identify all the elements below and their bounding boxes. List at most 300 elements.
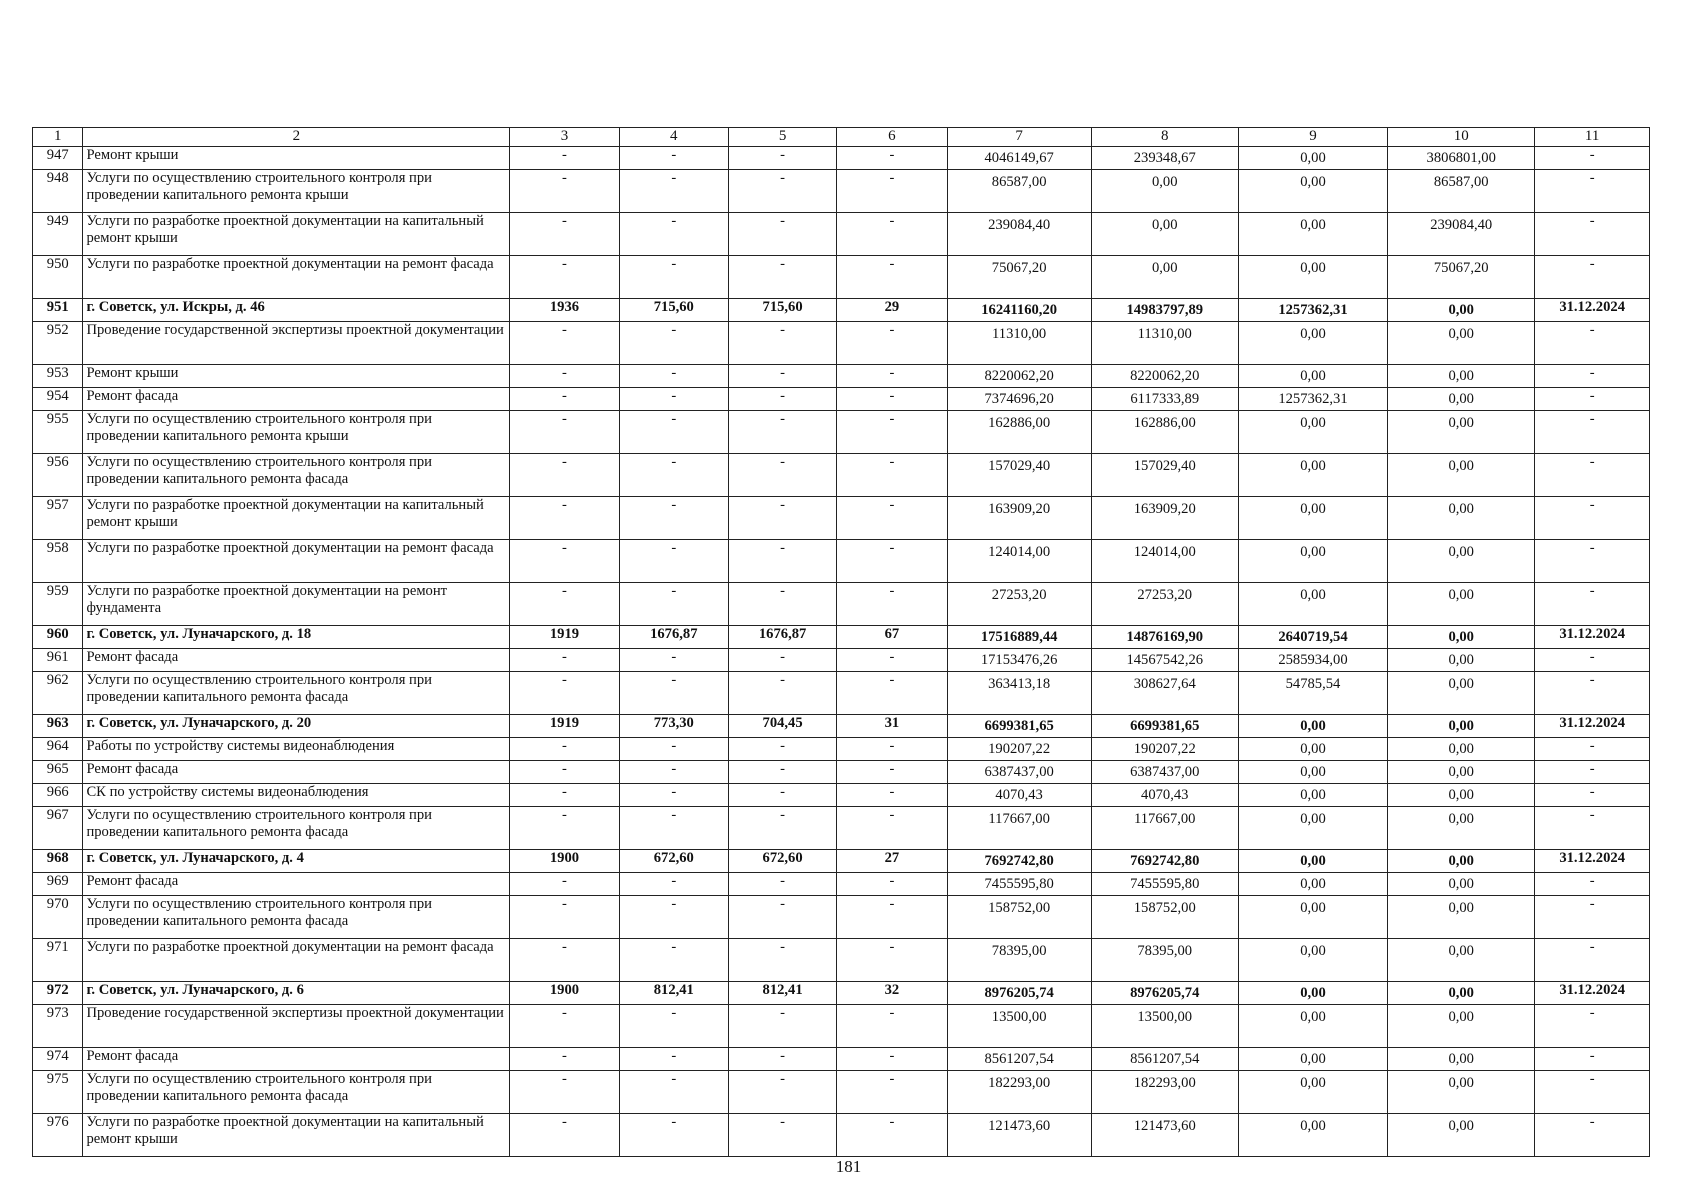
deadline-cell: - [1535,1005,1650,1048]
row-number-cell: 974 [33,1048,83,1071]
deadline-cell: - [1535,1048,1650,1071]
residents-cell: - [837,540,947,583]
cost-total-cell: 157029,40 [947,454,1091,497]
cost-fund-cell: 190207,22 [1091,738,1238,761]
area-living-cell: - [728,411,836,454]
deadline-cell: - [1535,896,1650,939]
cost-other-cell: 0,00 [1388,411,1535,454]
cost-owners-cell: 1257362,31 [1238,299,1387,322]
header-cell: 10 [1388,128,1535,147]
column-number-header-row [33,128,1650,147]
year-cell: - [510,672,619,715]
work-item-row [33,1114,1650,1157]
cost-fund-cell: 4070,43 [1091,784,1238,807]
cost-total-cell: 75067,20 [947,256,1091,299]
area-total-cell: - [619,388,728,411]
work-item-row [33,497,1650,540]
cost-fund-cell: 8976205,74 [1091,982,1238,1005]
area-total-cell: 773,30 [619,715,728,738]
cost-owners-cell: 0,00 [1238,454,1387,497]
row-number-cell: 958 [33,540,83,583]
area-living-cell: - [728,649,836,672]
area-living-cell: - [728,784,836,807]
row-number-cell: 949 [33,213,83,256]
cost-total-cell: 78395,00 [947,939,1091,982]
deadline-cell: - [1535,784,1650,807]
row-number-cell: 950 [33,256,83,299]
work-item-row [33,388,1650,411]
work-item-row [33,672,1650,715]
year-cell: - [510,1071,619,1114]
residents-cell: - [837,322,947,365]
cost-other-cell: 86587,00 [1388,170,1535,213]
area-living-cell: - [728,761,836,784]
year-cell: - [510,649,619,672]
cost-total-cell: 162886,00 [947,411,1091,454]
description-cell: г. Советск, ул. Луначарского, д. 6 [83,982,510,1005]
cost-total-cell: 117667,00 [947,807,1091,850]
year-cell: - [510,256,619,299]
area-total-cell: - [619,540,728,583]
area-living-cell: - [728,1048,836,1071]
area-living-cell: 704,45 [728,715,836,738]
cost-other-cell: 0,00 [1388,454,1535,497]
area-total-cell: - [619,365,728,388]
year-cell: - [510,1114,619,1157]
cost-owners-cell: 0,00 [1238,213,1387,256]
deadline-cell: - [1535,583,1650,626]
area-living-cell: 715,60 [728,299,836,322]
area-living-cell: - [728,1005,836,1048]
description-cell: Проведение государственной экспертизы проектной документации [83,322,510,365]
description-cell: Услуги по разработке проектной документации на ремонт фасада [83,256,510,299]
description-cell: г. Советск, ул. Луначарского, д. 18 [83,626,510,649]
residents-cell: 27 [837,850,947,873]
residents-cell: - [837,256,947,299]
cost-owners-cell: 0,00 [1238,850,1387,873]
cost-fund-cell: 162886,00 [1091,411,1238,454]
year-cell: - [510,454,619,497]
area-total-cell: - [619,583,728,626]
description-cell: г. Советск, ул. Луначарского, д. 4 [83,850,510,873]
area-total-cell: - [619,1071,728,1114]
row-number-cell: 965 [33,761,83,784]
residents-cell: - [837,896,947,939]
year-cell: - [510,170,619,213]
cost-total-cell: 4046149,67 [947,147,1091,170]
work-item-row [33,1071,1650,1114]
cost-other-cell: 0,00 [1388,873,1535,896]
row-number-cell: 957 [33,497,83,540]
cost-owners-cell: 0,00 [1238,583,1387,626]
row-number-cell: 962 [33,672,83,715]
cost-owners-cell: 0,00 [1238,322,1387,365]
deadline-cell: - [1535,365,1650,388]
cost-fund-cell: 6387437,00 [1091,761,1238,784]
cost-total-cell: 27253,20 [947,583,1091,626]
cost-other-cell: 0,00 [1388,850,1535,873]
work-item-row [33,873,1650,896]
row-number-cell: 959 [33,583,83,626]
work-item-row [33,896,1650,939]
cost-total-cell: 7692742,80 [947,850,1091,873]
work-item-row [33,807,1650,850]
work-item-row [33,365,1650,388]
row-number-cell: 970 [33,896,83,939]
year-cell: - [510,807,619,850]
year-cell: - [510,365,619,388]
cost-fund-cell: 121473,60 [1091,1114,1238,1157]
deadline-cell: - [1535,411,1650,454]
cost-owners-cell: 0,00 [1238,411,1387,454]
header-cell: 3 [510,128,619,147]
residents-cell: - [837,1114,947,1157]
cost-fund-cell: 0,00 [1091,170,1238,213]
cost-owners-cell: 2585934,00 [1238,649,1387,672]
cost-owners-cell: 0,00 [1238,939,1387,982]
year-cell: - [510,1005,619,1048]
work-item-row [33,256,1650,299]
header-cell: 11 [1535,128,1650,147]
cost-owners-cell: 0,00 [1238,807,1387,850]
row-number-cell: 955 [33,411,83,454]
year-cell: 1900 [510,982,619,1005]
cost-other-cell: 0,00 [1388,649,1535,672]
cost-owners-cell: 0,00 [1238,715,1387,738]
cost-fund-cell: 6117333,89 [1091,388,1238,411]
row-number-cell: 967 [33,807,83,850]
address-row [33,982,1650,1005]
cost-fund-cell: 14983797,89 [1091,299,1238,322]
description-cell: г. Советск, ул. Искры, д. 46 [83,299,510,322]
area-living-cell: - [728,147,836,170]
cost-other-cell: 0,00 [1388,939,1535,982]
year-cell: - [510,738,619,761]
row-number-cell: 960 [33,626,83,649]
year-cell: - [510,147,619,170]
cost-fund-cell: 0,00 [1091,256,1238,299]
header-cell: 1 [33,128,83,147]
row-number-cell: 951 [33,299,83,322]
cost-fund-cell: 239348,67 [1091,147,1238,170]
cost-fund-cell: 11310,00 [1091,322,1238,365]
residents-cell: - [837,147,947,170]
header-cell: 5 [728,128,836,147]
area-living-cell: - [728,540,836,583]
description-cell: Ремонт фасада [83,1048,510,1071]
address-row [33,626,1650,649]
work-item-row [33,738,1650,761]
work-item-row [33,540,1650,583]
work-item-row [33,322,1650,365]
cost-total-cell: 8220062,20 [947,365,1091,388]
description-cell: Ремонт фасада [83,873,510,896]
cost-other-cell: 0,00 [1388,299,1535,322]
cost-total-cell: 13500,00 [947,1005,1091,1048]
cost-owners-cell: 0,00 [1238,1005,1387,1048]
work-item-row [33,784,1650,807]
header-cell: 4 [619,128,728,147]
deadline-cell: - [1535,1114,1650,1157]
cost-fund-cell: 78395,00 [1091,939,1238,982]
description-cell: Ремонт крыши [83,147,510,170]
cost-other-cell: 0,00 [1388,672,1535,715]
cost-owners-cell: 0,00 [1238,896,1387,939]
year-cell: - [510,873,619,896]
area-total-cell: - [619,147,728,170]
year-cell: - [510,896,619,939]
cost-total-cell: 7455595,80 [947,873,1091,896]
document-table-container [32,127,1650,1157]
year-cell: 1919 [510,715,619,738]
deadline-cell: - [1535,170,1650,213]
area-total-cell: - [619,939,728,982]
cost-other-cell: 0,00 [1388,807,1535,850]
description-cell: Ремонт фасада [83,649,510,672]
year-cell: - [510,388,619,411]
work-item-row [33,213,1650,256]
cost-owners-cell: 0,00 [1238,365,1387,388]
area-living-cell: 672,60 [728,850,836,873]
cost-owners-cell: 0,00 [1238,1071,1387,1114]
description-cell: Услуги по разработке проектной документации на ремонт фундамента [83,583,510,626]
area-total-cell: - [619,256,728,299]
description-cell: Услуги по разработке проектной документации на капитальный ремонт крыши [83,213,510,256]
table-body [33,128,1650,1157]
area-total-cell: - [619,784,728,807]
work-item-row [33,583,1650,626]
row-number-cell: 975 [33,1071,83,1114]
description-cell: Услуги по осуществлению строительного контроля при проведении капитального ремонта фасада [83,1071,510,1114]
deadline-cell: - [1535,540,1650,583]
description-cell: Услуги по разработке проектной документации на капитальный ремонт крыши [83,497,510,540]
row-number-cell: 954 [33,388,83,411]
row-number-cell: 968 [33,850,83,873]
residents-cell: - [837,672,947,715]
cost-owners-cell: 0,00 [1238,147,1387,170]
cost-other-cell: 0,00 [1388,540,1535,583]
cost-total-cell: 16241160,20 [947,299,1091,322]
area-living-cell: - [728,1071,836,1114]
deadline-cell: 31.12.2024 [1535,715,1650,738]
area-total-cell: - [619,873,728,896]
year-cell: - [510,784,619,807]
cost-owners-cell: 0,00 [1238,784,1387,807]
cost-owners-cell: 0,00 [1238,1048,1387,1071]
cost-other-cell: 0,00 [1388,784,1535,807]
year-cell: 1936 [510,299,619,322]
residents-cell: 31 [837,715,947,738]
description-cell: Услуги по осуществлению строительного контроля при проведении капитального ремонта крыши [83,170,510,213]
area-living-cell: - [728,807,836,850]
address-row [33,850,1650,873]
cost-other-cell: 0,00 [1388,761,1535,784]
residents-cell: - [837,213,947,256]
cost-other-cell: 0,00 [1388,982,1535,1005]
area-total-cell: - [619,497,728,540]
description-cell: Услуги по осуществлению строительного контроля при проведении капитального ремонта фасада [83,672,510,715]
cost-fund-cell: 117667,00 [1091,807,1238,850]
area-total-cell: - [619,213,728,256]
area-total-cell: - [619,761,728,784]
deadline-cell: - [1535,807,1650,850]
area-total-cell: - [619,322,728,365]
repair-program-table [32,127,1650,1157]
deadline-cell: - [1535,649,1650,672]
page-number: 181 [835,1157,862,1176]
row-number-cell: 969 [33,873,83,896]
row-number-cell: 963 [33,715,83,738]
cost-total-cell: 124014,00 [947,540,1091,583]
cost-other-cell: 0,00 [1388,1048,1535,1071]
year-cell: - [510,497,619,540]
area-living-cell: - [728,454,836,497]
year-cell: - [510,322,619,365]
row-number-cell: 961 [33,649,83,672]
cost-fund-cell: 157029,40 [1091,454,1238,497]
header-cell: 2 [83,128,510,147]
cost-total-cell: 11310,00 [947,322,1091,365]
deadline-cell: 31.12.2024 [1535,626,1650,649]
residents-cell: - [837,411,947,454]
header-cell: 7 [947,128,1091,147]
area-living-cell: - [728,365,836,388]
area-total-cell: - [619,672,728,715]
residents-cell: - [837,873,947,896]
residents-cell: - [837,583,947,626]
area-living-cell: - [728,1114,836,1157]
cost-owners-cell: 0,00 [1238,170,1387,213]
area-total-cell: 715,60 [619,299,728,322]
area-total-cell: - [619,411,728,454]
area-living-cell: 1676,87 [728,626,836,649]
residents-cell: - [837,738,947,761]
description-cell: Работы по устройству системы видеонаблюдения [83,738,510,761]
area-total-cell: 812,41 [619,982,728,1005]
area-total-cell: - [619,649,728,672]
address-row [33,715,1650,738]
area-total-cell: - [619,738,728,761]
cost-owners-cell: 0,00 [1238,256,1387,299]
area-living-cell: - [728,322,836,365]
area-total-cell: - [619,1114,728,1157]
cost-fund-cell: 124014,00 [1091,540,1238,583]
description-cell: г. Советск, ул. Луначарского, д. 20 [83,715,510,738]
year-cell: - [510,939,619,982]
cost-other-cell: 0,00 [1388,715,1535,738]
cost-other-cell: 239084,40 [1388,213,1535,256]
row-number-cell: 956 [33,454,83,497]
year-cell: - [510,540,619,583]
cost-total-cell: 86587,00 [947,170,1091,213]
description-cell: СК по устройству системы видеонаблюдения [83,784,510,807]
area-total-cell: 1676,87 [619,626,728,649]
header-cell: 9 [1238,128,1387,147]
residents-cell: - [837,1071,947,1114]
cost-other-cell: 0,00 [1388,1114,1535,1157]
cost-fund-cell: 13500,00 [1091,1005,1238,1048]
area-living-cell: - [728,213,836,256]
cost-fund-cell: 158752,00 [1091,896,1238,939]
cost-fund-cell: 6699381,65 [1091,715,1238,738]
description-cell: Ремонт фасада [83,388,510,411]
cost-fund-cell: 14876169,90 [1091,626,1238,649]
cost-fund-cell: 27253,20 [1091,583,1238,626]
cost-other-cell: 0,00 [1388,896,1535,939]
description-cell: Проведение государственной экспертизы проектной документации [83,1005,510,1048]
description-cell: Услуги по разработке проектной документации на капитальный ремонт крыши [83,1114,510,1157]
cost-other-cell: 75067,20 [1388,256,1535,299]
deadline-cell: - [1535,497,1650,540]
address-row [33,299,1650,322]
cost-total-cell: 8976205,74 [947,982,1091,1005]
deadline-cell: 31.12.2024 [1535,850,1650,873]
residents-cell: 32 [837,982,947,1005]
cost-owners-cell: 0,00 [1238,540,1387,583]
cost-total-cell: 17153476,26 [947,649,1091,672]
cost-total-cell: 6699381,65 [947,715,1091,738]
cost-total-cell: 190207,22 [947,738,1091,761]
area-living-cell: - [728,497,836,540]
residents-cell: - [837,365,947,388]
cost-total-cell: 4070,43 [947,784,1091,807]
residents-cell: - [837,454,947,497]
year-cell: - [510,411,619,454]
header-cell: 6 [837,128,947,147]
cost-total-cell: 17516889,44 [947,626,1091,649]
area-living-cell: - [728,583,836,626]
row-number-cell: 947 [33,147,83,170]
year-cell: - [510,1048,619,1071]
deadline-cell: - [1535,873,1650,896]
residents-cell: 29 [837,299,947,322]
cost-fund-cell: 0,00 [1091,213,1238,256]
cost-fund-cell: 8561207,54 [1091,1048,1238,1071]
cost-other-cell: 0,00 [1388,365,1535,388]
area-total-cell: - [619,896,728,939]
work-item-row [33,147,1650,170]
description-cell: Ремонт фасада [83,761,510,784]
cost-other-cell: 3806801,00 [1388,147,1535,170]
cost-other-cell: 0,00 [1388,1071,1535,1114]
row-number-cell: 972 [33,982,83,1005]
work-item-row [33,1005,1650,1048]
row-number-cell: 964 [33,738,83,761]
deadline-cell: - [1535,388,1650,411]
deadline-cell: - [1535,672,1650,715]
area-total-cell: - [619,1048,728,1071]
residents-cell: - [837,649,947,672]
description-cell: Услуги по осуществлению строительного контроля при проведении капитального ремонта крыши [83,411,510,454]
cost-fund-cell: 308627,64 [1091,672,1238,715]
work-item-row [33,1048,1650,1071]
year-cell: 1900 [510,850,619,873]
cost-other-cell: 0,00 [1388,497,1535,540]
cost-other-cell: 0,00 [1388,738,1535,761]
cost-other-cell: 0,00 [1388,1005,1535,1048]
area-total-cell: - [619,1005,728,1048]
area-living-cell: - [728,939,836,982]
area-total-cell: 672,60 [619,850,728,873]
description-cell: Услуги по разработке проектной документации на ремонт фасада [83,540,510,583]
row-number-cell: 971 [33,939,83,982]
cost-fund-cell: 163909,20 [1091,497,1238,540]
row-number-cell: 953 [33,365,83,388]
cost-other-cell: 0,00 [1388,583,1535,626]
cost-owners-cell: 54785,54 [1238,672,1387,715]
cost-other-cell: 0,00 [1388,322,1535,365]
row-number-cell: 973 [33,1005,83,1048]
